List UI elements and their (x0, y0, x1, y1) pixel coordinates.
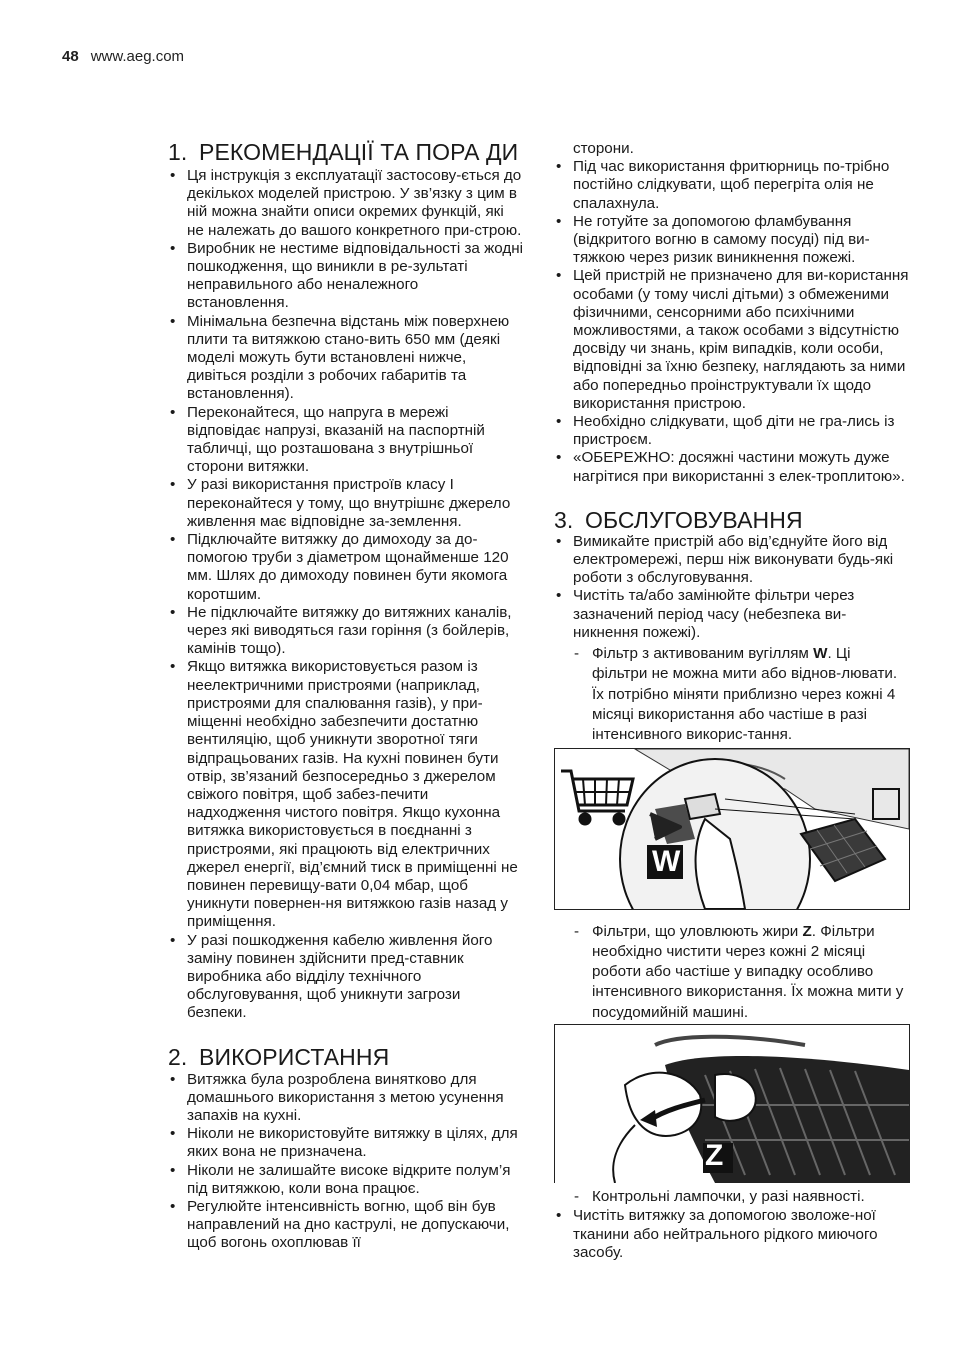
list-item: • Ніколи не використовуйте витяжку в цілях, для яких вона не призначена. (168, 1125, 524, 1161)
section-3-heading (554, 508, 910, 532)
dash-item-filter-w: - Фільтр з активованим вугіллям W. Ці фільтри не можна мити або віднов-лювати. Їх потрібно міняти приблизно через кожні 4 місяці використання або частіше в разі інтенсивного викорис-тання. (554, 644, 910, 745)
figure-label-w: W (652, 844, 681, 878)
dash-item-filter-z: - Фільтри, що уловлюють жири Z. Фільтри необхідно чистити через кожні 2 місяці роботи або частіше у випадку особливо інтенсивного використання. Їх можна мити у посудомийній машині. (554, 922, 910, 1023)
filter-w-list (554, 644, 910, 745)
list-item: • Переконайтеся, що напруга в мережі відповідає напрузі, вказаній на паспортній табличці, що розташована з внутрішньої сторони витяжки. (168, 404, 524, 477)
site-url: www.aeg.com (90, 48, 185, 65)
list-item: • Необхідно слідкувати, щоб діти не гра-лись із пристроєм. (554, 413, 910, 449)
list-item: • У разі використання пристроїв класу I переконайтеся у тому, що внутрішнє джерело живлення має відповідне за-землення. (168, 476, 524, 531)
section-3-list (554, 533, 910, 642)
list-item: • Вимикайте пристрій або від’єднуйте його від електромережі, перш ніж виконувати будь-які роботи з обслуговування. (554, 533, 910, 588)
grease-filter-illustration (555, 1025, 909, 1183)
list-item: • Під час використання фритюрниць по-трібно постійно слідкувати, щоб перегріта олія не спалахнула. (554, 158, 910, 213)
shopping-cart-icon (561, 771, 633, 824)
section-3-list-end (554, 1207, 910, 1262)
left-column (168, 140, 524, 1253)
list-item: • Не підключайте витяжку до витяжних каналів, через які виводяться гази горіння (з бойлерів, камінів тощо). (168, 604, 524, 659)
section-2-list-continued (554, 158, 910, 486)
filter-z-code: Z (802, 922, 812, 940)
carbon-filter-illustration (555, 749, 909, 909)
list-item: • Цей пристрій не призначено для ви-користання особами (у тому числі дітьми) з обмеженими фізичними, сенсорними або психічними можливостями, а також особами з відсутністю досвіду чи знань, крім випадків, коли особи, відповідні за їхню безпеку, наглядають за ними або попередньо проінструктували їх щодо використання пристрою. (554, 267, 910, 413)
indicator-list (554, 1187, 910, 1207)
section-1-list (168, 167, 524, 1023)
page-number: 48 (62, 48, 79, 65)
list-item: • Якщо витяжка використовується разом із неелектричними пристроями (наприклад, пристроями для спалювання газів), у при-міщенні необхідно забезпечити достатню вентиляцію, щоб уникнути зворотної тяги відпрацьованих газів. На кухні повинен бути отвір, зв’язаний безпосередньо з джерелом свіжого повітря, щоб забез-печити надходження чистого повітря. Якщо кухонна витяжка використовується в поєднанні з пристроями, які працюють від електричних джерел енергії, від’ємний тиск в приміщенні не повинен перевищу-вати 0,04 мбар, щоб уникнути повернен-ня витяжкою газів назад у приміщення. (168, 658, 524, 931)
figure-label-z: Z (705, 1139, 724, 1173)
continuation-text: сторони. (573, 140, 634, 157)
section-1-heading (168, 140, 524, 164)
dash-item-indicator-lamps: - Контрольні лампочки, у разі наявності. (554, 1187, 910, 1207)
section-2-title: ВИКОРИСТАННЯ (199, 1043, 390, 1070)
list-item: • Регулюйте інтенсивність вогню, щоб він був направлений на дно каструлі, не допускаючи, щоб вогонь охоплював її (168, 1198, 524, 1253)
list-item: • Чистіть витяжку за допомогою зволоже-ної тканини або нейтрального рідкого миючого засобу. (554, 1207, 910, 1262)
section-1-number: 1. (168, 139, 188, 165)
section-3-number: 3. (554, 506, 574, 533)
list-item: • «ОБЕРЕЖНО: досяжні частини можуть дуже нагрітися при використанні з елек-троплитою». (554, 449, 910, 485)
filter-w-code: W (813, 645, 828, 663)
right-column (554, 140, 910, 1262)
list-item: • Підключайте витяжку до димоходу за до-помогою труби з діаметром щонайменше 120 мм. Шлях до димоходу повинен бути якомога коротшим. (168, 531, 524, 604)
list-item: • Витяжка була розроблена винятково для домашнього використання з метою усунення запахів на кухні. (168, 1071, 524, 1126)
section-3-title: ОБСЛУГОВУВАННЯ (585, 506, 803, 533)
section-2-list (168, 1071, 524, 1253)
list-item: • Ця інструкція з експлуатації застосову-ється до декількох моделей пристрою. У зв’язку з цим в ній можна знайти описи окремих функцій, які не належать до вашого конкретного при-строю. (168, 167, 524, 240)
section-1-title: РЕКОМЕНДАЦІЇ ТА ПОРА ДИ (199, 139, 519, 165)
filter-z-list (554, 922, 910, 1023)
page-header (62, 48, 184, 65)
section-2-number: 2. (168, 1043, 188, 1070)
list-item: • Чистіть та/або замінюйте фільтри через зазначений період часу (небезпека ви-никнення пожежі). (554, 587, 910, 642)
list-item: • Мінімальна безпечна відстань між поверхнею плити та витяжкою стано-вить 650 мм (деякі моделі можуть бути встановлені нижче, дивіться розділи з робочих габаритів та встановлення). (168, 313, 524, 404)
list-item: • Виробник не нестиме відповідальності за жодні пошкодження, що виникли в ре-зультаті неправильного або неналежного встановлення. (168, 240, 524, 313)
section-2-heading (168, 1045, 524, 1069)
list-item: • Не готуйте за допомогою фламбування (відкритого вогню в самому посуді) під ви-тяжкою через ризик виникнення пожежі. (554, 213, 910, 268)
grease-filter-figure (554, 1024, 910, 1183)
carbon-filter-figure (554, 748, 910, 910)
list-item: • У разі пошкодження кабелю живлення його заміну повинен здійснити пред-ставник виробника або відділу технічного обслуговування, щоб уникнути загрози безпеки. (168, 932, 524, 1023)
list-item: • Ніколи не залишайте високе відкрите полум’я під витяжкою, коли вона працює. (168, 1162, 524, 1198)
